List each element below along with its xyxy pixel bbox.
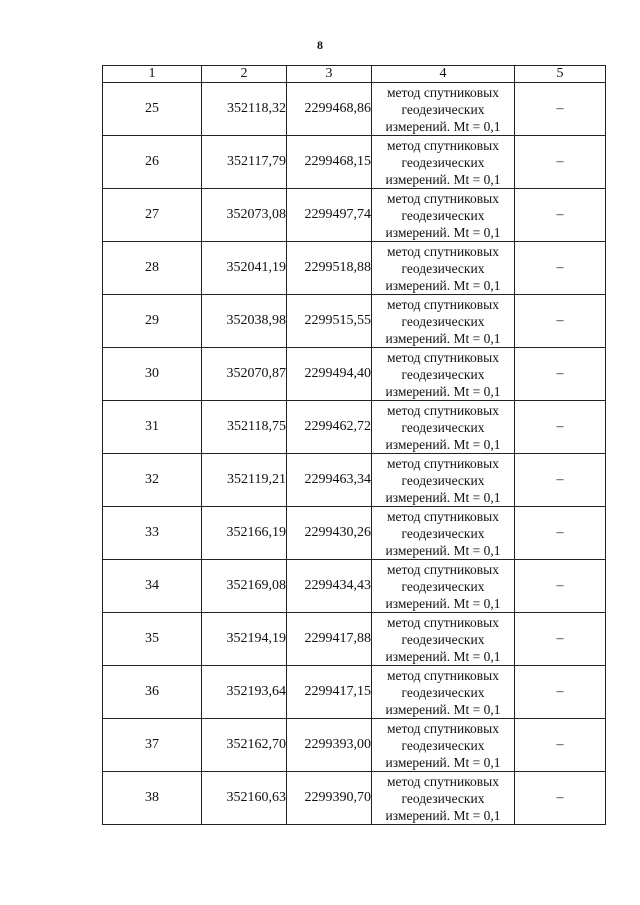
point-number-cell: 35 <box>103 613 202 666</box>
method-line-1: метод спутниковых <box>387 614 499 630</box>
method-line-1: метод спутниковых <box>387 561 499 577</box>
column-5-cell: – <box>515 83 606 136</box>
method-line-2: геодезических <box>401 419 485 435</box>
x-coordinate-cell: 352193,64 <box>202 666 287 719</box>
method-line-3: измерений. Mt = 0,1 <box>385 595 501 611</box>
method-cell <box>372 560 515 613</box>
method-line-2: геодезических <box>401 790 485 806</box>
table-row <box>103 772 606 825</box>
x-coordinate-cell: 352166,19 <box>202 507 287 560</box>
page-number: 8 <box>317 38 323 52</box>
table-row <box>103 83 606 136</box>
method-line-3: измерений. Mt = 0,1 <box>385 542 501 558</box>
column-5-cell: – <box>515 613 606 666</box>
method-line-3: измерений. Mt = 0,1 <box>385 171 501 187</box>
table-row <box>103 613 606 666</box>
method-cell <box>372 719 515 772</box>
method-line-3: измерений. Mt = 0,1 <box>385 224 501 240</box>
column-5-cell: – <box>515 772 606 825</box>
method-line-1: метод спутниковых <box>387 508 499 524</box>
table-row <box>103 719 606 772</box>
method-line-2: геодезических <box>401 207 485 223</box>
x-coordinate-cell: 352162,70 <box>202 719 287 772</box>
x-coordinate-cell: 352118,75 <box>202 401 287 454</box>
x-coordinate-cell: 352070,87 <box>202 348 287 401</box>
method-line-1: метод спутниковых <box>387 296 499 312</box>
method-cell <box>372 83 515 136</box>
point-number-cell: 28 <box>103 242 202 295</box>
table-row <box>103 454 606 507</box>
x-coordinate-cell: 352160,63 <box>202 772 287 825</box>
x-coordinate-cell: 352169,08 <box>202 560 287 613</box>
method-line-1: метод спутниковых <box>387 84 499 100</box>
method-line-3: измерений. Mt = 0,1 <box>385 754 501 770</box>
point-number-cell: 34 <box>103 560 202 613</box>
method-line-2: геодезических <box>401 684 485 700</box>
method-line-2: геодезических <box>401 737 485 753</box>
method-cell <box>372 772 515 825</box>
coordinates-table <box>102 65 606 825</box>
y-coordinate-cell: 2299497,74 <box>287 189 372 242</box>
column-header-4: 4 <box>372 66 515 83</box>
method-line-3: измерений. Mt = 0,1 <box>385 489 501 505</box>
method-line-2: геодезических <box>401 525 485 541</box>
y-coordinate-cell: 2299518,88 <box>287 242 372 295</box>
table-row <box>103 189 606 242</box>
method-cell <box>372 401 515 454</box>
method-line-3: измерений. Mt = 0,1 <box>385 330 501 346</box>
y-coordinate-cell: 2299390,70 <box>287 772 372 825</box>
method-line-3: измерений. Mt = 0,1 <box>385 383 501 399</box>
method-cell <box>372 454 515 507</box>
method-line-1: метод спутниковых <box>387 190 499 206</box>
method-line-2: геодезических <box>401 578 485 594</box>
table-row <box>103 560 606 613</box>
y-coordinate-cell: 2299417,15 <box>287 666 372 719</box>
column-header-1: 1 <box>103 66 202 83</box>
method-cell <box>372 666 515 719</box>
column-header-2: 2 <box>202 66 287 83</box>
method-line-2: геодезических <box>401 472 485 488</box>
y-coordinate-cell: 2299462,72 <box>287 401 372 454</box>
x-coordinate-cell: 352119,21 <box>202 454 287 507</box>
y-coordinate-cell: 2299417,88 <box>287 613 372 666</box>
method-line-1: метод спутниковых <box>387 349 499 365</box>
method-line-3: измерений. Mt = 0,1 <box>385 701 501 717</box>
point-number-cell: 27 <box>103 189 202 242</box>
y-coordinate-cell: 2299494,40 <box>287 348 372 401</box>
table-row <box>103 507 606 560</box>
point-number-cell: 31 <box>103 401 202 454</box>
method-line-2: геодезических <box>401 154 485 170</box>
method-line-1: метод спутниковых <box>387 773 499 789</box>
column-5-cell: – <box>515 189 606 242</box>
x-coordinate-cell: 352041,19 <box>202 242 287 295</box>
method-line-3: измерений. Mt = 0,1 <box>385 277 501 293</box>
column-5-cell: – <box>515 136 606 189</box>
method-cell <box>372 136 515 189</box>
method-cell <box>372 242 515 295</box>
y-coordinate-cell: 2299463,34 <box>287 454 372 507</box>
method-line-2: геодезических <box>401 260 485 276</box>
column-5-cell: – <box>515 242 606 295</box>
point-number-cell: 32 <box>103 454 202 507</box>
table-row <box>103 401 606 454</box>
method-cell <box>372 189 515 242</box>
x-coordinate-cell: 352194,19 <box>202 613 287 666</box>
table-row <box>103 348 606 401</box>
point-number-cell: 36 <box>103 666 202 719</box>
method-line-2: геодезических <box>401 366 485 382</box>
point-number-cell: 26 <box>103 136 202 189</box>
method-cell <box>372 295 515 348</box>
point-number-cell: 37 <box>103 719 202 772</box>
method-line-3: измерений. Mt = 0,1 <box>385 118 501 134</box>
method-cell <box>372 613 515 666</box>
x-coordinate-cell: 352117,79 <box>202 136 287 189</box>
y-coordinate-cell: 2299393,00 <box>287 719 372 772</box>
method-line-2: геодезических <box>401 313 485 329</box>
x-coordinate-cell: 352073,08 <box>202 189 287 242</box>
column-5-cell: – <box>515 560 606 613</box>
method-cell <box>372 507 515 560</box>
method-line-1: метод спутниковых <box>387 667 499 683</box>
y-coordinate-cell: 2299430,26 <box>287 507 372 560</box>
column-5-cell: – <box>515 348 606 401</box>
y-coordinate-cell: 2299468,86 <box>287 83 372 136</box>
point-number-cell: 33 <box>103 507 202 560</box>
table-row <box>103 136 606 189</box>
column-5-cell: – <box>515 295 606 348</box>
coordinates-table-body <box>103 66 606 825</box>
column-5-cell: – <box>515 719 606 772</box>
method-line-1: метод спутниковых <box>387 402 499 418</box>
method-line-1: метод спутниковых <box>387 243 499 259</box>
column-5-cell: – <box>515 454 606 507</box>
point-number-cell: 29 <box>103 295 202 348</box>
column-header-5: 5 <box>515 66 606 83</box>
method-line-3: измерений. Mt = 0,1 <box>385 648 501 664</box>
method-line-1: метод спутниковых <box>387 720 499 736</box>
table-row <box>103 242 606 295</box>
method-line-3: измерений. Mt = 0,1 <box>385 436 501 452</box>
method-line-3: измерений. Mt = 0,1 <box>385 807 501 823</box>
y-coordinate-cell: 2299515,55 <box>287 295 372 348</box>
y-coordinate-cell: 2299434,43 <box>287 560 372 613</box>
column-5-cell: – <box>515 507 606 560</box>
column-5-cell: – <box>515 401 606 454</box>
column-5-cell: – <box>515 666 606 719</box>
method-line-1: метод спутниковых <box>387 137 499 153</box>
method-cell <box>372 348 515 401</box>
x-coordinate-cell: 352118,32 <box>202 83 287 136</box>
table-row <box>103 295 606 348</box>
x-coordinate-cell: 352038,98 <box>202 295 287 348</box>
y-coordinate-cell: 2299468,15 <box>287 136 372 189</box>
table-row <box>103 666 606 719</box>
point-number-cell: 38 <box>103 772 202 825</box>
method-line-2: геодезических <box>401 631 485 647</box>
table-header-row <box>103 66 606 83</box>
method-line-2: геодезических <box>401 101 485 117</box>
point-number-cell: 30 <box>103 348 202 401</box>
method-line-1: метод спутниковых <box>387 455 499 471</box>
column-header-3: 3 <box>287 66 372 83</box>
point-number-cell: 25 <box>103 83 202 136</box>
